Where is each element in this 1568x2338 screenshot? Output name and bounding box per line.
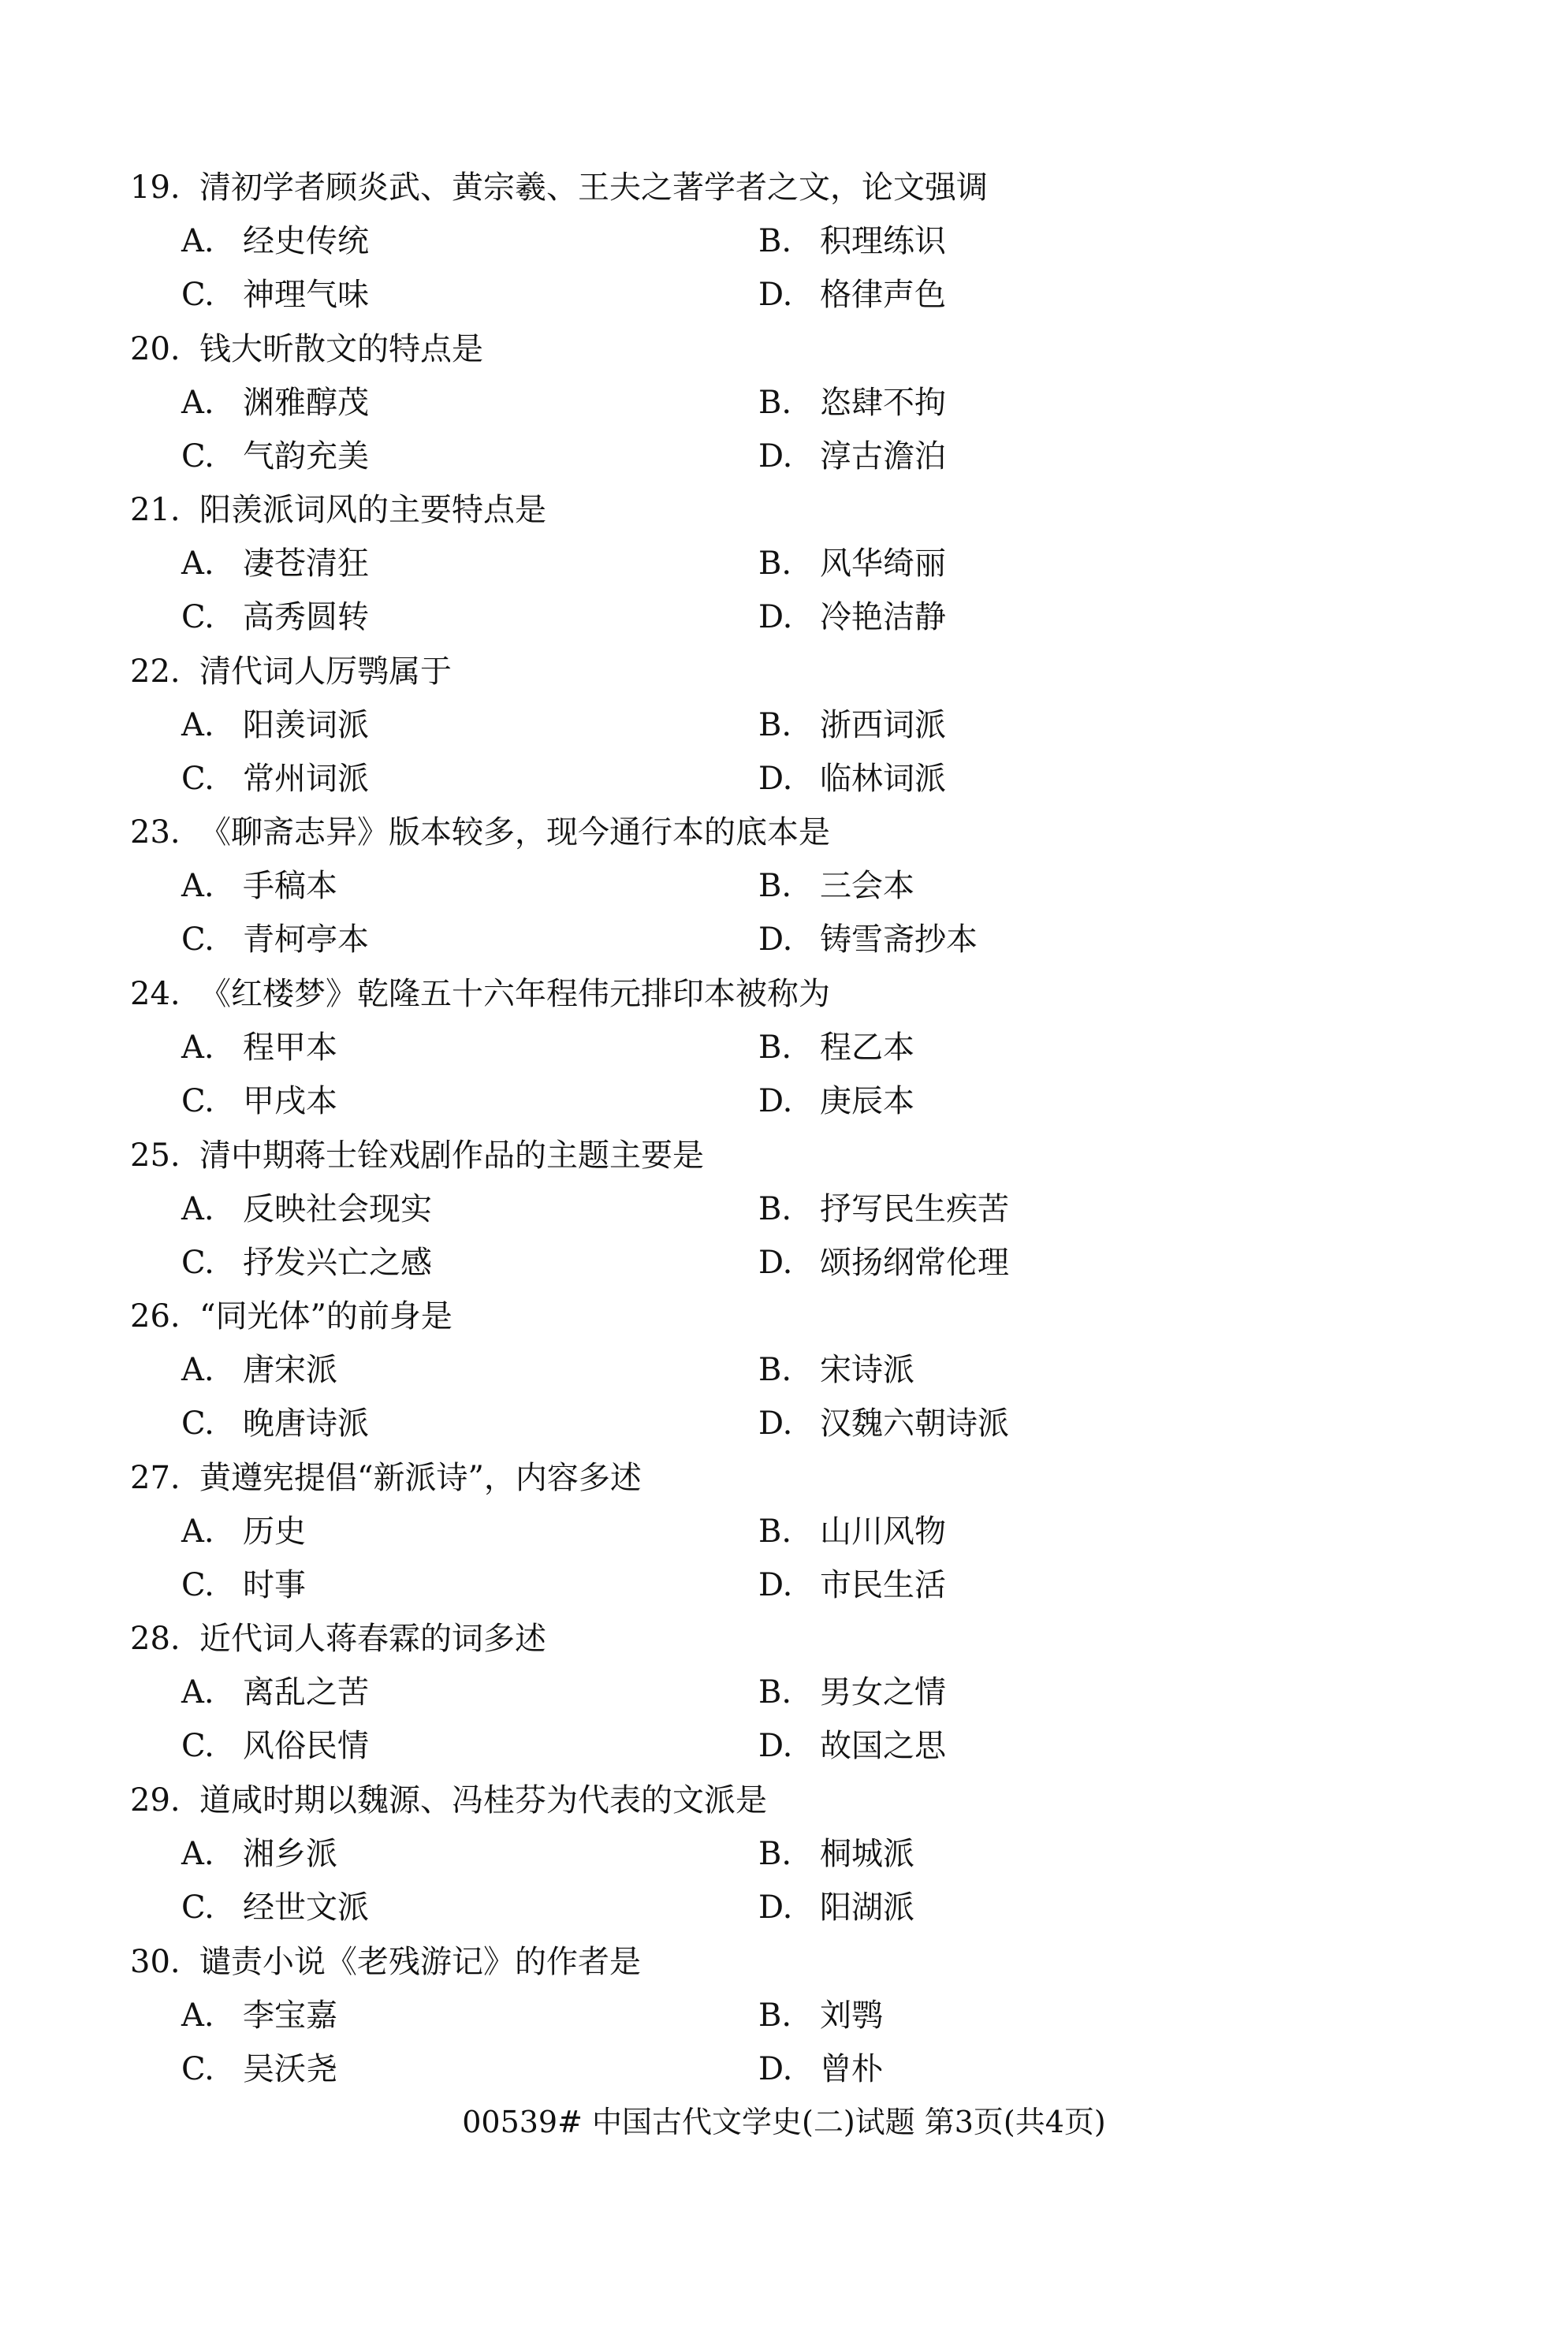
option-c [181,1722,369,1770]
option-b [758,379,946,426]
option-text: 故国之思 [820,1728,946,1764]
option-letter: B. [758,1191,792,1227]
option-letter: B. [758,223,792,259]
option-a [181,702,369,749]
option-letter: D. [758,1567,793,1603]
question-stem [130,1777,767,1824]
option-letter: B. [758,385,792,421]
option-text: 男女之情 [820,1674,946,1711]
option-text: 晚唐诗派 [243,1405,369,1442]
question-number: 29. [130,1782,181,1819]
option-d [758,433,946,480]
option-text: 唐宋派 [243,1352,337,1388]
question-stem [130,164,988,211]
option-b [758,1346,914,1394]
option-letter: B. [758,868,792,904]
option-text: 常州词派 [243,761,369,797]
option-letter: A. [181,223,214,259]
question-stem [130,1454,642,1502]
option-letter: C. [181,1245,214,1281]
question-number: 24. [130,976,181,1012]
option-c [181,755,369,802]
option-a [181,540,369,587]
question-number: 19. [130,169,181,206]
option-letter: A. [181,707,214,743]
question-stem [130,648,452,695]
option-text: 抒写民生疾苦 [820,1191,1009,1227]
option-a [181,1024,337,1071]
option-text: 淳古澹泊 [820,438,946,475]
option-d [758,755,946,802]
option-letter: D. [758,1083,793,1119]
option-d [758,1239,1009,1286]
option-letter: B. [758,1513,792,1550]
option-a [181,1669,369,1716]
option-d [758,594,946,641]
question-number: 28. [130,1621,181,1657]
option-text: 曾朴 [820,2051,883,2087]
question-text: “同光体”的前身是 [199,1298,453,1335]
option-text: 恣肆不拘 [820,385,946,421]
question-number: 22. [130,653,181,690]
option-letter: A. [181,1674,214,1711]
question-stem [130,1132,704,1179]
option-letter: A. [181,385,214,421]
option-letter: D. [758,921,793,958]
option-text: 三会本 [820,868,914,904]
option-letter: C. [181,1889,214,1926]
question-text: 阳羡派词风的主要特点是 [199,492,546,528]
option-letter: C. [181,921,214,958]
option-letter: A. [181,1191,214,1227]
option-letter: D. [758,1405,793,1442]
option-letter: D. [758,1245,793,1281]
option-d [758,271,946,318]
option-d [758,916,978,963]
option-text: 李宝嘉 [243,1997,337,2034]
option-text: 甲戌本 [243,1083,337,1119]
option-letter: C. [181,438,214,475]
option-c [181,1562,306,1609]
option-d [758,1884,914,1931]
question-number: 27. [130,1460,181,1496]
option-text: 临林词派 [820,761,946,797]
option-letter: A. [181,1836,214,1872]
option-letter: B. [758,1836,792,1872]
option-d [758,2046,883,2093]
option-letter: C. [181,599,214,635]
question-number: 20. [130,331,181,367]
option-b [758,862,914,910]
option-letter: D. [758,599,793,635]
option-text: 神理气味 [243,277,369,313]
option-d [758,1722,946,1770]
option-c [181,1078,337,1125]
question-number: 23. [130,814,181,851]
option-a [181,862,337,910]
option-c [181,2046,337,2093]
page-footer: 00539# 中国古代文学史(二)试题 第3页(共4页) [462,2105,1106,2139]
option-text: 阳羡词派 [243,707,369,743]
option-b [758,1024,914,1071]
option-c [181,1239,432,1286]
question-text: 谴责小说《老残游记》的作者是 [199,1944,641,1980]
question-text: 清代词人厉鹗属于 [199,653,452,690]
option-a [181,218,369,265]
option-text: 手稿本 [243,868,337,904]
question-text: 钱大昕散文的特点是 [199,331,483,367]
option-text: 积理练识 [820,223,946,259]
option-text: 气韵充美 [243,438,369,475]
option-text: 吴沃尧 [243,2051,337,2087]
option-b [758,218,946,265]
option-letter: C. [181,277,214,313]
option-a [181,1508,306,1555]
option-letter: D. [758,438,793,475]
option-b [758,702,946,749]
option-text: 经史传统 [243,223,369,259]
option-b [758,1669,946,1716]
option-text: 凄苍清狂 [243,545,369,582]
option-text: 青柯亭本 [243,921,369,958]
option-b [758,1830,914,1878]
option-letter: D. [758,277,793,313]
option-letter: B. [758,1674,792,1711]
option-text: 刘鹗 [820,1997,883,2034]
option-text: 庚辰本 [820,1083,914,1119]
option-letter: C. [181,1405,214,1442]
option-letter: A. [181,868,214,904]
option-letter: C. [181,2051,214,2087]
option-letter: D. [758,2051,793,2087]
option-d [758,1078,914,1125]
option-text: 山川风物 [820,1513,946,1550]
option-text: 湘乡派 [243,1836,337,1872]
option-b [758,1508,946,1555]
option-b [758,1992,883,2039]
option-letter: B. [758,545,792,582]
option-a [181,1186,432,1233]
question-number: 21. [130,492,181,528]
question-text: 《红楼梦》乾隆五十六年程伟元排印本被称为 [199,976,830,1012]
option-c [181,1400,369,1447]
option-text: 反映社会现实 [243,1191,432,1227]
question-stem [130,1293,453,1340]
option-letter: D. [758,761,793,797]
option-letter: B. [758,1997,792,2034]
option-text: 浙西词派 [820,707,946,743]
question-number: 30. [130,1944,181,1980]
question-stem [130,326,483,373]
option-d [758,1562,946,1609]
option-text: 颂扬纲常伦理 [820,1245,1009,1281]
option-text: 抒发兴亡之感 [243,1245,432,1281]
option-text: 冷艳洁静 [820,599,946,635]
option-text: 格律声色 [820,277,946,313]
option-letter: A. [181,1029,214,1066]
question-stem [130,1938,641,1986]
option-letter: D. [758,1889,793,1926]
option-text: 程乙本 [820,1029,914,1066]
question-text: 清中期蒋士铨戏剧作品的主题主要是 [199,1137,704,1174]
option-a [181,1346,337,1394]
option-text: 历史 [243,1513,306,1550]
option-text: 汉魏六朝诗派 [820,1405,1009,1442]
option-text: 高秀圆转 [243,599,369,635]
question-stem [130,970,830,1018]
option-letter: A. [181,545,214,582]
option-c [181,916,369,963]
option-text: 桐城派 [820,1836,914,1872]
option-text: 市民生活 [820,1567,946,1603]
question-text: 近代词人蒋春霖的词多述 [199,1621,546,1657]
option-c [181,594,369,641]
option-text: 风俗民情 [243,1728,369,1764]
option-text: 宋诗派 [820,1352,914,1388]
question-number: 26. [130,1298,181,1335]
option-text: 渊雅醇茂 [243,385,369,421]
question-stem [130,809,830,856]
option-letter: A. [181,1513,214,1550]
option-letter: C. [181,1567,214,1603]
option-letter: B. [758,1352,792,1388]
option-letter: D. [758,1728,793,1764]
option-c [181,1884,369,1931]
option-text: 离乱之苦 [243,1674,369,1711]
option-b [758,540,946,587]
option-text: 程甲本 [243,1029,337,1066]
question-text: 清初学者顾炎武、黄宗羲、王夫之著学者之文，论文强调 [199,169,988,206]
question-text: 黄遵宪提倡“新派诗”，内容多述 [199,1460,642,1496]
option-letter: B. [758,707,792,743]
question-text: 道咸时期以魏源、冯桂芬为代表的文派是 [199,1782,767,1819]
question-text: 《聊斋志异》版本较多，现今通行本的底本是 [199,814,830,851]
option-letter: C. [181,1728,214,1764]
question-stem [130,486,546,534]
option-c [181,433,369,480]
option-letter: C. [181,1083,214,1119]
option-d [758,1400,1009,1447]
option-a [181,1830,337,1878]
question-number: 25. [130,1137,181,1174]
option-letter: A. [181,1997,214,2034]
option-letter: B. [758,1029,792,1066]
option-text: 铸雪斋抄本 [820,921,978,958]
option-c [181,271,369,318]
option-text: 阳湖派 [820,1889,914,1926]
option-a [181,1992,337,2039]
option-a [181,379,369,426]
option-letter: A. [181,1352,214,1388]
option-b [758,1186,1009,1233]
question-stem [130,1615,546,1662]
option-text: 经世文派 [243,1889,369,1926]
option-text: 时事 [243,1567,306,1603]
option-text: 风华绮丽 [820,545,946,582]
option-letter: C. [181,761,214,797]
